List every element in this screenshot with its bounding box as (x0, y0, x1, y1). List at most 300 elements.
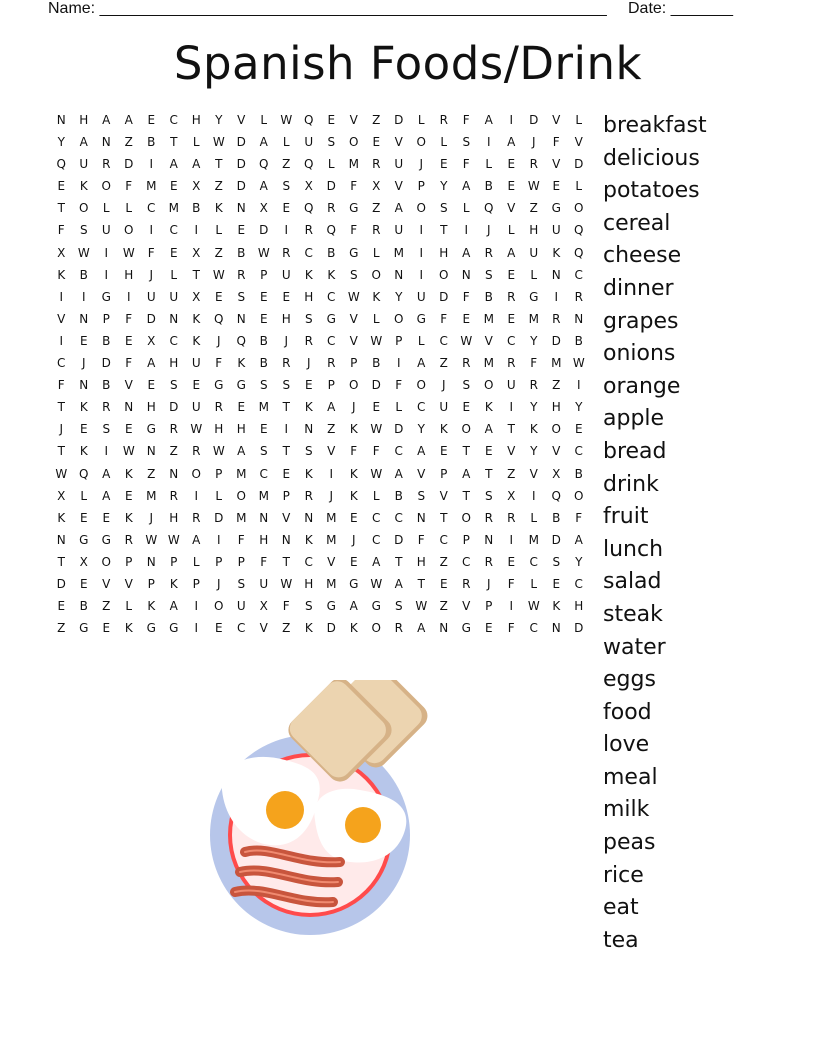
grid-letter[interactable]: I (531, 488, 536, 503)
grid-letter[interactable]: B (102, 333, 111, 348)
grid-letter[interactable]: E (259, 422, 268, 437)
grid-letter[interactable]: F (350, 444, 358, 459)
grid-letter[interactable]: K (79, 179, 88, 194)
grid-letter[interactable]: H (124, 267, 134, 282)
grid-letter[interactable]: V (57, 311, 66, 326)
grid-letter[interactable]: R (102, 157, 111, 172)
grid-letter[interactable]: Y (530, 333, 538, 348)
grid-letter[interactable]: Q (484, 201, 494, 216)
grid-letter[interactable]: H (551, 400, 561, 415)
grid-letter[interactable]: K (237, 356, 246, 371)
grid-letter[interactable]: C (394, 510, 403, 525)
grid-letter[interactable]: N (551, 621, 561, 636)
grid-letter[interactable]: H (259, 532, 269, 547)
grid-letter[interactable]: H (574, 599, 584, 614)
grid-letter[interactable]: P (440, 466, 448, 481)
grid-letter[interactable]: M (528, 532, 539, 547)
grid-letter[interactable]: Q (326, 223, 336, 238)
grid-letter[interactable]: R (169, 422, 178, 437)
grid-letter[interactable]: Z (282, 621, 291, 636)
grid-letter[interactable]: I (104, 245, 109, 260)
grid-letter[interactable]: B (574, 333, 583, 348)
grid-letter[interactable]: M (146, 179, 157, 194)
grid-letter[interactable]: F (215, 356, 223, 371)
grid-letter[interactable]: V (259, 621, 268, 636)
grid-letter[interactable]: Z (439, 356, 448, 371)
grid-letter[interactable]: W (212, 267, 225, 282)
grid-letter[interactable]: N (124, 400, 134, 415)
grid-letter[interactable]: D (326, 621, 336, 636)
grid-letter[interactable]: G (349, 245, 359, 260)
grid-letter[interactable]: H (236, 422, 246, 437)
grid-letter[interactable]: J (351, 532, 356, 547)
grid-letter[interactable]: P (192, 576, 200, 591)
grid-letter[interactable]: J (419, 157, 424, 172)
grid-letter[interactable]: L (507, 223, 515, 238)
grid-letter[interactable]: T (57, 444, 65, 459)
grid-letter[interactable]: S (394, 599, 403, 614)
grid-letter[interactable]: R (484, 554, 493, 569)
grid-letter[interactable]: G (371, 599, 381, 614)
grid-letter[interactable]: A (192, 157, 201, 172)
grid-letter[interactable]: E (439, 157, 448, 172)
grid-letter[interactable]: E (552, 179, 561, 194)
grid-letter[interactable]: I (194, 488, 199, 503)
grid-letter[interactable]: Q (574, 223, 584, 238)
grid-letter[interactable]: F (282, 599, 290, 614)
grid-letter[interactable]: I (329, 466, 334, 481)
grid-letter[interactable]: L (530, 267, 538, 282)
grid-letter[interactable]: J (486, 576, 491, 591)
grid-letter[interactable]: J (149, 510, 154, 525)
grid-letter[interactable]: L (260, 113, 268, 127)
grid-letter[interactable]: M (326, 510, 337, 525)
grid-letter[interactable]: V (484, 333, 493, 348)
name-field-label[interactable]: Name: _________________________________________________________ (48, 0, 607, 17)
grid-letter[interactable]: D (236, 179, 246, 194)
grid-letter[interactable]: E (507, 554, 516, 569)
grid-letter[interactable]: D (56, 576, 66, 591)
grid-letter[interactable]: G (214, 378, 224, 393)
grid-letter[interactable]: M (326, 532, 337, 547)
grid-letter[interactable]: L (192, 135, 200, 150)
grid-letter[interactable]: K (124, 466, 133, 481)
grid-letter[interactable]: G (236, 378, 246, 393)
grid-letter[interactable]: M (551, 356, 562, 371)
grid-letter[interactable]: S (169, 378, 178, 393)
grid-letter[interactable]: S (439, 201, 448, 216)
grid-letter[interactable]: W (122, 444, 135, 459)
grid-letter[interactable]: T (282, 444, 290, 459)
grid-letter[interactable]: G (326, 311, 336, 326)
grid-letter[interactable]: P (327, 378, 335, 393)
grid-letter[interactable]: U (394, 223, 404, 238)
grid-letter[interactable]: K (147, 599, 156, 614)
grid-letter[interactable]: E (282, 201, 291, 216)
grid-letter[interactable]: W (527, 179, 540, 194)
grid-letter[interactable]: T (57, 201, 65, 216)
grid-letter[interactable]: O (484, 378, 494, 393)
grid-letter[interactable]: V (327, 444, 336, 459)
grid-letter[interactable]: V (349, 311, 358, 326)
grid-letter[interactable]: D (259, 223, 269, 238)
grid-letter[interactable]: D (214, 510, 224, 525)
grid-letter[interactable]: F (462, 113, 470, 127)
grid-letter[interactable]: D (551, 333, 561, 348)
grid-letter[interactable]: R (192, 444, 201, 459)
grid-letter[interactable]: E (484, 444, 493, 459)
grid-letter[interactable]: K (192, 333, 201, 348)
grid-letter[interactable]: T (417, 576, 425, 591)
grid-letter[interactable]: I (509, 113, 514, 127)
grid-letter[interactable]: F (462, 289, 470, 304)
grid-letter[interactable]: P (462, 532, 470, 547)
grid-letter[interactable]: H (439, 245, 449, 260)
grid-letter[interactable]: E (79, 510, 88, 525)
grid-letter[interactable]: R (507, 510, 516, 525)
grid-letter[interactable]: A (259, 135, 268, 150)
grid-letter[interactable]: G (551, 201, 561, 216)
date-field-label[interactable]: Date: _______ (628, 0, 733, 17)
grid-letter[interactable]: C (147, 201, 156, 216)
grid-letter[interactable]: A (192, 532, 201, 547)
grid-letter[interactable]: S (282, 378, 291, 393)
grid-letter[interactable]: A (327, 400, 336, 415)
grid-letter[interactable]: O (236, 488, 246, 503)
grid-letter[interactable]: W (55, 466, 68, 481)
grid-letter[interactable]: O (394, 311, 404, 326)
grid-letter[interactable]: D (394, 422, 404, 437)
grid-letter[interactable]: I (419, 267, 424, 282)
grid-letter[interactable]: A (349, 599, 358, 614)
grid-letter[interactable]: N (169, 466, 179, 481)
grid-letter[interactable]: S (462, 135, 471, 150)
grid-letter[interactable]: I (464, 223, 469, 238)
grid-letter[interactable]: T (507, 422, 515, 437)
grid-letter[interactable]: G (101, 289, 111, 304)
grid-letter[interactable]: O (101, 554, 111, 569)
grid-letter[interactable]: M (258, 400, 269, 415)
grid-letter[interactable]: V (529, 466, 538, 481)
grid-letter[interactable]: C (169, 333, 178, 348)
grid-letter[interactable]: N (56, 532, 66, 547)
grid-letter[interactable]: R (507, 356, 516, 371)
grid-letter[interactable]: N (79, 378, 89, 393)
grid-letter[interactable]: M (483, 311, 494, 326)
grid-letter[interactable]: R (372, 223, 381, 238)
grid-letter[interactable]: H (146, 400, 156, 415)
grid-letter[interactable]: I (59, 333, 64, 348)
grid-letter[interactable]: A (124, 113, 133, 127)
grid-letter[interactable]: H (304, 576, 314, 591)
grid-letter[interactable]: B (102, 378, 111, 393)
grid-letter[interactable]: W (77, 245, 90, 260)
grid-letter[interactable]: D (146, 311, 156, 326)
grid-letter[interactable]: L (125, 201, 133, 216)
grid-letter[interactable]: W (190, 422, 203, 437)
grid-letter[interactable]: J (329, 488, 334, 503)
grid-letter[interactable]: W (370, 576, 383, 591)
grid-letter[interactable]: K (304, 400, 313, 415)
grid-letter[interactable]: S (102, 422, 111, 437)
grid-letter[interactable]: Q (551, 488, 561, 503)
grid-letter[interactable]: F (395, 378, 403, 393)
grid-letter[interactable]: D (371, 378, 381, 393)
grid-letter[interactable]: F (125, 311, 133, 326)
grid-letter[interactable]: H (169, 510, 179, 525)
grid-letter[interactable]: E (214, 621, 223, 636)
grid-letter[interactable]: J (351, 400, 356, 415)
grid-letter[interactable]: V (282, 510, 291, 525)
grid-letter[interactable]: U (551, 223, 561, 238)
grid-letter[interactable]: V (552, 444, 561, 459)
grid-letter[interactable]: R (304, 488, 313, 503)
grid-letter[interactable]: V (349, 113, 358, 127)
grid-letter[interactable]: K (124, 621, 133, 636)
grid-letter[interactable]: S (417, 488, 426, 503)
grid-letter[interactable]: H (281, 311, 291, 326)
grid-letter[interactable]: R (462, 356, 471, 371)
grid-letter[interactable]: A (394, 466, 403, 481)
grid-letter[interactable]: U (101, 223, 111, 238)
grid-letter[interactable]: I (194, 599, 199, 614)
grid-letter[interactable]: F (507, 621, 515, 636)
grid-letter[interactable]: A (237, 444, 246, 459)
grid-letter[interactable]: R (574, 289, 583, 304)
grid-letter[interactable]: S (462, 378, 471, 393)
grid-letter[interactable]: W (415, 599, 428, 614)
grid-letter[interactable]: C (169, 223, 178, 238)
grid-letter[interactable]: E (507, 179, 516, 194)
grid-letter[interactable]: C (169, 113, 178, 127)
grid-letter[interactable]: F (552, 135, 560, 150)
grid-letter[interactable]: X (507, 488, 516, 503)
grid-letter[interactable]: L (417, 113, 425, 127)
grid-letter[interactable]: I (216, 532, 221, 547)
grid-letter[interactable]: L (530, 510, 538, 525)
grid-letter[interactable]: R (394, 621, 403, 636)
grid-letter[interactable]: Z (529, 201, 538, 216)
grid-letter[interactable]: G (461, 621, 471, 636)
grid-letter[interactable]: E (507, 267, 516, 282)
grid-letter[interactable]: K (79, 400, 88, 415)
grid-letter[interactable]: J (216, 333, 221, 348)
grid-letter[interactable]: O (416, 378, 426, 393)
grid-letter[interactable]: V (462, 599, 471, 614)
grid-letter[interactable]: E (282, 289, 291, 304)
grid-letter[interactable]: C (529, 621, 538, 636)
grid-letter[interactable]: V (124, 576, 133, 591)
grid-letter[interactable]: Z (507, 466, 516, 481)
grid-letter[interactable]: L (372, 488, 380, 503)
grid-letter[interactable]: L (192, 554, 200, 569)
grid-letter[interactable]: F (372, 444, 380, 459)
grid-letter[interactable]: E (327, 113, 336, 127)
grid-letter[interactable]: E (552, 576, 561, 591)
grid-letter[interactable]: E (79, 576, 88, 591)
grid-letter[interactable]: I (509, 599, 514, 614)
grid-letter[interactable]: F (507, 576, 515, 591)
grid-letter[interactable]: U (394, 157, 404, 172)
grid-letter[interactable]: M (483, 356, 494, 371)
grid-letter[interactable]: L (575, 179, 583, 194)
grid-letter[interactable]: H (214, 422, 224, 437)
grid-letter[interactable]: L (440, 135, 448, 150)
grid-letter[interactable]: S (484, 267, 493, 282)
grid-letter[interactable]: T (462, 488, 470, 503)
grid-letter[interactable]: A (147, 356, 156, 371)
grid-letter[interactable]: R (484, 510, 493, 525)
grid-letter[interactable]: C (439, 532, 448, 547)
grid-letter[interactable]: C (372, 532, 381, 547)
grid-letter[interactable]: Q (304, 201, 314, 216)
grid-letter[interactable]: E (462, 311, 471, 326)
grid-letter[interactable]: E (372, 400, 381, 415)
grid-letter[interactable]: S (304, 599, 313, 614)
grid-letter[interactable]: X (192, 245, 201, 260)
grid-letter[interactable]: W (370, 422, 383, 437)
grid-letter[interactable]: H (529, 223, 539, 238)
grid-letter[interactable]: R (439, 113, 448, 127)
grid-letter[interactable]: S (304, 444, 313, 459)
grid-letter[interactable]: I (194, 223, 199, 238)
grid-letter[interactable]: E (192, 378, 201, 393)
grid-letter[interactable]: Z (124, 135, 133, 150)
grid-letter[interactable]: V (574, 135, 583, 150)
grid-letter[interactable]: Y (530, 400, 538, 415)
grid-letter[interactable]: K (349, 466, 358, 481)
grid-letter[interactable]: M (528, 311, 539, 326)
grid-letter[interactable]: W (212, 444, 225, 459)
grid-letter[interactable]: A (372, 554, 381, 569)
grid-letter[interactable]: T (215, 157, 223, 172)
grid-letter[interactable]: N (304, 422, 314, 437)
grid-letter[interactable]: X (372, 179, 381, 194)
grid-letter[interactable]: F (57, 378, 65, 393)
grid-letter[interactable]: D (236, 157, 246, 172)
grid-letter[interactable]: I (554, 289, 559, 304)
grid-letter[interactable]: D (326, 179, 336, 194)
grid-letter[interactable]: E (439, 444, 448, 459)
grid-letter[interactable]: X (147, 333, 156, 348)
grid-letter[interactable]: A (462, 179, 471, 194)
grid-letter[interactable]: P (417, 179, 425, 194)
grid-letter[interactable]: A (574, 532, 583, 547)
grid-letter[interactable]: X (304, 179, 313, 194)
grid-letter[interactable]: J (59, 422, 64, 437)
grid-letter[interactable]: V (552, 157, 561, 172)
grid-letter[interactable]: J (216, 576, 221, 591)
grid-letter[interactable]: B (394, 488, 403, 503)
grid-letter[interactable]: L (215, 223, 223, 238)
grid-letter[interactable]: R (169, 488, 178, 503)
grid-letter[interactable]: L (215, 488, 223, 503)
grid-letter[interactable]: F (57, 223, 65, 238)
grid-letter[interactable]: P (282, 488, 290, 503)
grid-letter[interactable]: O (371, 621, 381, 636)
grid-letter[interactable]: S (484, 488, 493, 503)
grid-letter[interactable]: Z (214, 179, 223, 194)
grid-letter[interactable]: D (529, 113, 539, 127)
grid-letter[interactable]: D (236, 135, 246, 150)
grid-letter[interactable]: J (81, 356, 86, 371)
grid-letter[interactable]: R (304, 223, 313, 238)
grid-letter[interactable]: N (259, 510, 269, 525)
grid-letter[interactable]: I (284, 422, 289, 437)
grid-letter[interactable]: K (372, 289, 381, 304)
grid-letter[interactable]: V (237, 113, 246, 127)
grid-letter[interactable]: V (552, 113, 561, 127)
grid-letter[interactable]: R (237, 267, 246, 282)
grid-letter[interactable]: B (79, 267, 88, 282)
grid-letter[interactable]: Y (440, 179, 448, 194)
grid-letter[interactable]: T (282, 554, 290, 569)
grid-letter[interactable]: F (440, 311, 448, 326)
grid-letter[interactable]: D (439, 289, 449, 304)
grid-letter[interactable]: W (527, 599, 540, 614)
grid-letter[interactable]: T (485, 466, 493, 481)
grid-letter[interactable]: E (147, 113, 156, 127)
grid-letter[interactable]: S (304, 311, 313, 326)
grid-letter[interactable]: E (462, 400, 471, 415)
grid-letter[interactable]: L (170, 267, 178, 282)
grid-letter[interactable]: O (79, 201, 89, 216)
grid-letter[interactable]: O (214, 599, 224, 614)
grid-letter[interactable]: A (417, 621, 426, 636)
grid-letter[interactable]: C (372, 510, 381, 525)
grid-letter[interactable]: S (259, 378, 268, 393)
grid-letter[interactable]: R (304, 333, 313, 348)
grid-letter[interactable]: Y (395, 289, 403, 304)
grid-letter[interactable]: J (284, 333, 289, 348)
grid-letter[interactable]: N (146, 444, 156, 459)
grid-letter[interactable]: U (191, 356, 201, 371)
grid-letter[interactable]: T (170, 135, 178, 150)
grid-letter[interactable]: E (237, 400, 246, 415)
grid-letter[interactable]: I (81, 289, 86, 304)
grid-letter[interactable]: S (282, 179, 291, 194)
grid-letter[interactable]: C (574, 576, 583, 591)
grid-letter[interactable]: E (259, 289, 268, 304)
grid-letter[interactable]: D (574, 621, 584, 636)
grid-letter[interactable]: D (574, 157, 584, 172)
grid-letter[interactable]: R (529, 378, 538, 393)
grid-letter[interactable]: O (416, 201, 426, 216)
grid-letter[interactable]: I (126, 289, 131, 304)
grid-letter[interactable]: B (79, 599, 88, 614)
grid-letter[interactable]: T (462, 444, 470, 459)
grid-letter[interactable]: U (259, 576, 269, 591)
grid-letter[interactable]: T (440, 223, 448, 238)
grid-letter[interactable]: R (282, 245, 291, 260)
grid-letter[interactable]: K (304, 466, 313, 481)
grid-letter[interactable]: L (485, 157, 493, 172)
grid-letter[interactable]: Z (372, 201, 381, 216)
grid-letter[interactable]: Q (259, 157, 269, 172)
grid-letter[interactable]: I (104, 444, 109, 459)
grid-letter[interactable]: P (260, 267, 268, 282)
grid-letter[interactable]: E (349, 554, 358, 569)
grid-letter[interactable]: A (169, 599, 178, 614)
grid-letter[interactable]: N (574, 311, 584, 326)
grid-letter[interactable]: A (462, 245, 471, 260)
grid-letter[interactable]: D (101, 356, 111, 371)
grid-letter[interactable]: O (551, 422, 561, 437)
grid-letter[interactable]: D (551, 532, 561, 547)
grid-letter[interactable]: L (417, 333, 425, 348)
grid-letter[interactable]: V (417, 466, 426, 481)
grid-letter[interactable]: I (104, 267, 109, 282)
